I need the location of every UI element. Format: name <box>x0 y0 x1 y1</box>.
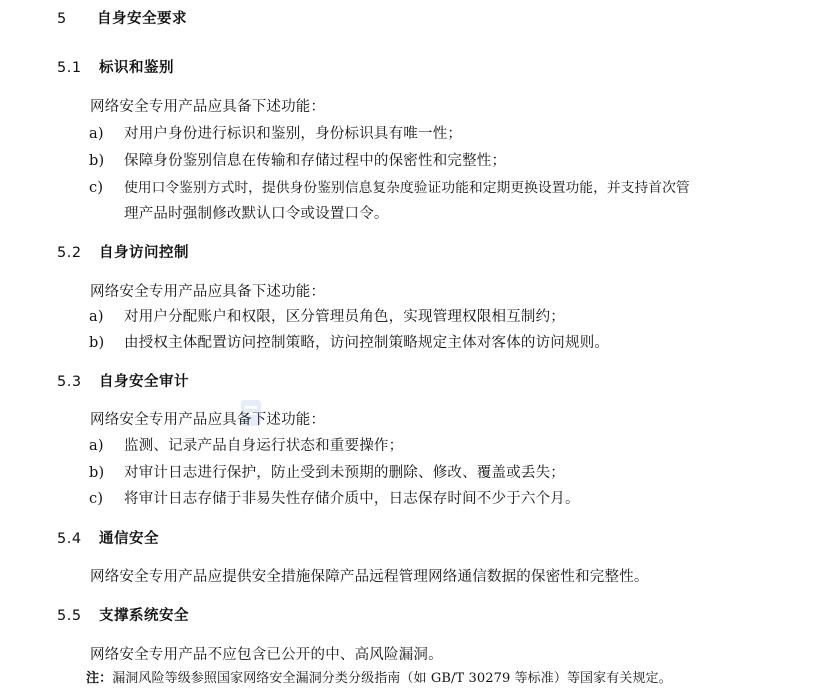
list-marker: b) <box>89 153 105 169</box>
subsection-number: 5.4 <box>57 531 82 547</box>
list-item-text: 对审计日志进行保护，防止受到未预期的删除、修改、覆盖或丢失； <box>124 465 565 481</box>
subsection-title: 通信安全 <box>99 531 159 547</box>
list-item-text: 对用户分配账户和权限，区分管理员角色，实现管理权限相互制约； <box>124 309 565 325</box>
list-marker: c) <box>89 491 104 507</box>
section-title: 自身安全要求 <box>97 11 187 27</box>
subsection-title: 标识和鉴别 <box>99 60 174 76</box>
subsection-heading-5-5 <box>57 606 189 626</box>
section-heading <box>57 9 187 29</box>
section-number: 5 <box>57 11 67 27</box>
footnote-text: 漏洞风险等级参照国家网络安全漏洞分类分级指南（如 GB/T 30279 等标准）等国家有关规定。 <box>112 671 672 686</box>
subsection-number: 5.5 <box>57 608 82 624</box>
list-item-text: 由授权主体配置访问控制策略，访问控制策略规定主体对客体的访问规则。 <box>124 335 610 351</box>
subsection-heading-5-2 <box>57 243 189 263</box>
body-paragraph: 网络安全专用产品应提供安全措施保障产品远程管理网络通信数据的保密性和完整性。 <box>90 569 649 585</box>
list-marker: c) <box>89 180 104 196</box>
body-paragraph: 网络安全专用产品不应包含已公开的中、高风险漏洞。 <box>90 647 443 663</box>
list-item-text: 使用口令鉴别方式时，提供身份鉴别信息复杂度验证功能和定期更换设置功能，并支持首次管 <box>124 180 690 196</box>
subsection-heading-5-1 <box>57 58 174 78</box>
subsection-heading-5-3 <box>57 372 189 392</box>
intro-paragraph: 网络安全专用产品应具备下述功能： <box>90 412 326 428</box>
list-item-continuation: 理产品时强制修改默认口令或设置口令。 <box>124 206 389 222</box>
subsection-title: 自身访问控制 <box>99 245 189 261</box>
intro-paragraph: 网络安全专用产品应具备下述功能： <box>90 284 326 300</box>
list-marker: b) <box>89 465 105 481</box>
footnote-label: 注： <box>86 671 113 686</box>
subsection-number: 5.1 <box>57 60 82 76</box>
subsection-heading-5-4 <box>57 529 159 549</box>
list-marker: b) <box>89 335 105 351</box>
footnote <box>86 669 672 689</box>
subsection-number: 5.3 <box>57 374 82 390</box>
list-item-text: 将审计日志存储于非易失性存储介质中，日志保存时间不少于六个月。 <box>124 491 580 507</box>
subsection-number: 5.2 <box>57 245 82 261</box>
subsection-title: 自身安全审计 <box>99 374 189 390</box>
list-item-text: 保障身份鉴别信息在传输和存储过程中的保密性和完整性； <box>124 153 507 169</box>
list-marker: a) <box>89 309 104 325</box>
intro-paragraph: 网络安全专用产品应具备下述功能： <box>90 99 326 115</box>
list-marker: a) <box>89 438 104 454</box>
list-item-text: 对用户身份进行标识和鉴别，身份标识具有唯一性； <box>124 126 463 142</box>
list-item-text: 监测、记录产品自身运行状态和重要操作； <box>124 438 404 454</box>
list-marker: a) <box>89 126 104 142</box>
subsection-title: 支撑系统安全 <box>99 608 189 624</box>
